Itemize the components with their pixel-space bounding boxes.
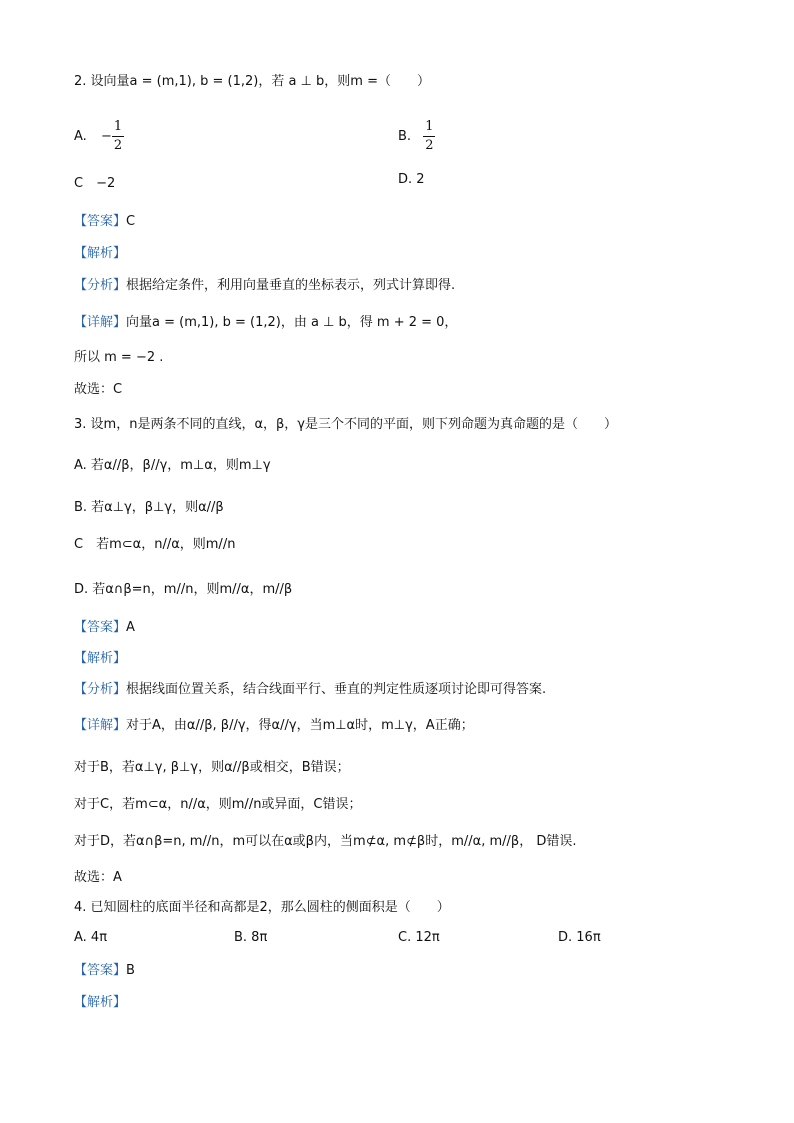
q3-answer [74, 618, 135, 638]
q2-option-b-fraction [423, 118, 435, 155]
q3-line-c: 对于C，若m⊂α，n//α，则m//n或异面，C错误； [74, 797, 362, 812]
q4-option-d: D. 16π [558, 930, 601, 945]
q2-fenxi-text: 根据给定条件，利用向量垂直的坐标表示，列式计算即得. [126, 278, 456, 293]
q2-option-c: C −2 [74, 176, 116, 191]
q2-option-a-fraction [112, 118, 124, 155]
q2-option-a [74, 118, 124, 155]
q2-xiangjie-line-2: 所以 m = −2 . [74, 350, 164, 365]
q2-xiangjie-tag: 【详解】 [74, 315, 127, 330]
q2-xiangjie [74, 313, 457, 333]
q3-xiangjie [74, 716, 474, 736]
q2-option-b-label: B. [398, 129, 412, 144]
q3-option-b: B. 若α⊥γ，β⊥γ，则α//β [74, 500, 224, 515]
q4-option-b: B. 8π [234, 930, 268, 945]
q2-answer-tag: 【答案】 [74, 214, 127, 229]
q2-fenxi [74, 276, 455, 296]
q3-stem: 3. 设m，n是两条不同的直线，α，β，γ是三个不同的平面，则下列命题为真命题的是（ ） [74, 417, 617, 432]
q2-option-a-denominator: 2 [113, 138, 123, 153]
q3-line-d: 对于D，若α∩β=n, m//n，m可以在α或β内，当m⊄α, m⊄β时，m//α, m//β， D错误. [74, 834, 577, 849]
q3-option-c: C 若m⊂α，n//α，则m//n [74, 537, 236, 552]
q3-answer-tag: 【答案】 [74, 620, 127, 635]
q3-xiangjie-text: 对于A，由α//β, β//γ，得α//γ，当m⊥α时，m⊥γ，A正确； [126, 718, 474, 733]
q4-answer-tag: 【答案】 [74, 963, 127, 978]
q2-option-a-label: A. [74, 129, 87, 144]
q2-option-a-sign: − [100, 129, 112, 144]
q2-guxuan: 故选：C [74, 382, 123, 397]
q2-option-d: D. 2 [398, 172, 425, 187]
q2-option-a-numerator: 1 [112, 118, 124, 137]
q2-option-b-numerator: 1 [423, 118, 435, 137]
q3-option-a: A. 若α//β，β//γ，m⊥α，则m⊥γ [74, 458, 271, 473]
q3-jiexi-tag: 【解析】 [74, 651, 127, 666]
q4-jiexi-tag: 【解析】 [74, 995, 127, 1010]
q3-option-d: D. 若α∩β=n，m//n，则m//α，m//β [74, 582, 293, 597]
q4-option-a: A. 4π [74, 930, 108, 945]
q2-answer-value: C [126, 214, 136, 229]
q2-option-b-denominator: 2 [425, 138, 434, 153]
q3-guxuan: 故选：A [74, 870, 122, 885]
q4-stem: 4. 已知圆柱的底面半径和高都是2，那么圆柱的侧面积是（ ） [74, 900, 450, 915]
q2-fenxi-tag: 【分析】 [74, 278, 127, 293]
q3-answer-value: A [126, 620, 135, 635]
q2-jiexi-tag: 【解析】 [74, 246, 127, 261]
q3-xiangjie-tag: 【详解】 [74, 718, 127, 733]
q2-option-b [398, 118, 435, 155]
q3-fenxi [74, 680, 546, 700]
q4-answer-value: B [126, 963, 135, 978]
q2-stem: 2. 设向量a = (m,1), b = (1,2)，若 a ⊥ b，则m =（ ） [74, 74, 430, 89]
q4-answer [74, 961, 135, 981]
q3-fenxi-text: 根据线面位置关系，结合线面平行、垂直的判定性质逐项讨论即可得答案. [126, 682, 547, 697]
q2-xiangjie-text: 向量a = (m,1), b = (1,2)，由 a ⊥ b，得 m + 2 = 0， [126, 315, 458, 330]
q2-answer [74, 212, 135, 232]
q3-line-b: 对于B，若α⊥γ, β⊥γ，则α//β或相交，B错误； [74, 760, 350, 775]
q4-option-c: C. 12π [398, 930, 440, 945]
q3-fenxi-tag: 【分析】 [74, 682, 127, 697]
